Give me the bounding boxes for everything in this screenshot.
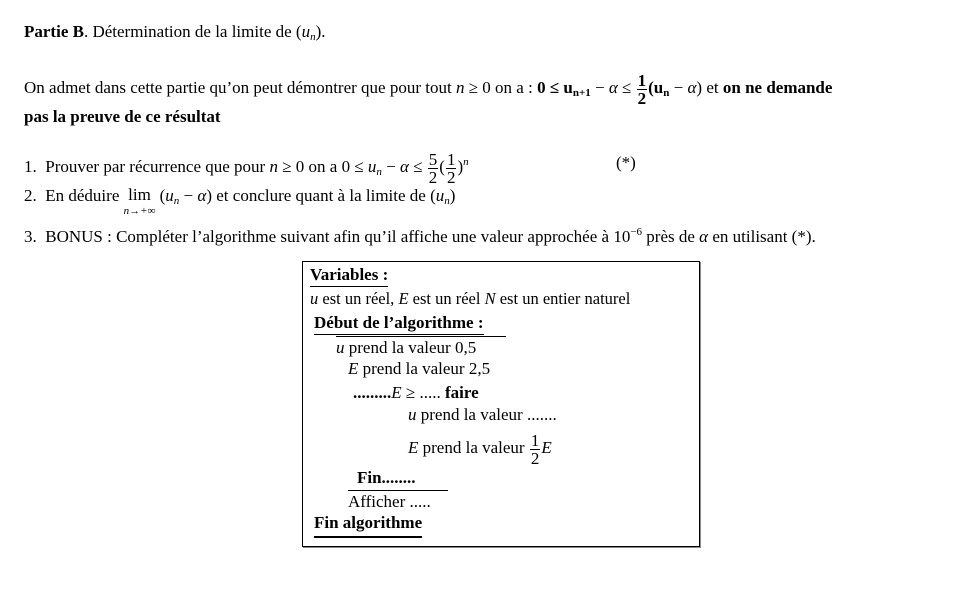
intro-ge0: ≥ 0 on a : [464, 78, 538, 97]
q2-lim-sub: n→+∞ [123, 205, 156, 217]
intro-alpha-1: α [608, 78, 618, 97]
q3-alpha: α [699, 227, 709, 246]
question-2 [24, 186, 455, 217]
q3-text: BONUS : Compléter l’algorithme suivant afin qu’il affiche une valeur approchée à 10 [45, 227, 631, 246]
algo-variables-label: Variables : [310, 265, 388, 287]
intro-line2-bold: pas la preuve de ce résultat [24, 107, 221, 126]
q1-open: ( [439, 157, 445, 176]
q2-sub: n [173, 195, 180, 207]
algo-u: u [336, 338, 345, 357]
intro-minus: − [590, 78, 609, 97]
algorithm-box [302, 261, 700, 547]
intro-paren-close: ) [696, 78, 703, 97]
intro-n: n [455, 78, 465, 97]
q2-lim: lim [128, 185, 151, 204]
section-title-text: . Détermination de la limite de [83, 22, 296, 41]
intro-sub-n: n [663, 87, 670, 99]
algo-inner-u-var: u [408, 405, 417, 424]
algo-while-dots: ......... [353, 383, 392, 402]
algo-inner-u-rest: prend la valeur ....... [416, 405, 557, 424]
q2-alpha: α [197, 186, 207, 205]
q2-minus: − [179, 186, 198, 205]
algo-afficher-label: Afficher ..... [348, 492, 431, 511]
algo-var-rest1: est un réel, [318, 289, 399, 308]
algo-var-u: u [310, 289, 319, 308]
algo-inner-E2: E [541, 438, 552, 457]
q1-sub: n [376, 166, 382, 178]
q2-u: u [165, 186, 174, 205]
algo-while-E: E [391, 383, 402, 402]
algo-fin [314, 513, 422, 538]
q1-frac-1-2 [446, 151, 457, 186]
section-title-bold: Partie B [24, 22, 84, 41]
algo-inner-u [408, 405, 557, 425]
intro-sub-n1: n+1 [572, 87, 591, 99]
q1-num: 1. [24, 157, 37, 176]
q3-end: en utilisant (*). [708, 227, 816, 246]
algo-u-rest: prend la valeur 0,5 [344, 338, 477, 357]
q1-f2-den: 2 [446, 167, 456, 187]
algo-fin-loop-label: Fin........ [357, 468, 416, 487]
algo-fin-label: Fin algorithme [314, 513, 422, 538]
q1-frac-5-2 [428, 151, 439, 186]
q1-f1-den: 2 [428, 167, 438, 187]
intro-line-2 [24, 107, 221, 127]
q2-close: ) [206, 186, 212, 205]
algo-E: E [348, 359, 359, 378]
algo-var-E: E [398, 289, 409, 308]
algo-inner-E-rest: prend la valeur [418, 438, 529, 457]
algo-inner-frac [530, 432, 541, 467]
seq-sub: n [310, 31, 316, 43]
algo-line-u [336, 336, 506, 358]
q1-f2-num: 1 [446, 149, 456, 169]
q2-num: 2. [24, 186, 37, 205]
q3-num: 3. [24, 227, 37, 246]
q2-u2: u [435, 186, 445, 205]
algo-variables-title [310, 265, 388, 287]
intro-ineq-start: 0 ≤ u [537, 78, 573, 97]
question-3 [24, 226, 816, 247]
intro-frac-den: 2 [637, 88, 647, 108]
q2-text: En déduire [45, 186, 124, 205]
intro-frac-num: 1 [637, 70, 647, 90]
algo-debut-label: Début de l’algorithme : [314, 313, 484, 335]
q1-ge0: ≥ 0 on a 0 ≤ [277, 157, 368, 176]
q2-rest: et conclure quant à la limite de ( [212, 186, 436, 205]
q2-limit [124, 186, 156, 217]
q2-sub2: n [444, 195, 450, 207]
algo-var-rest2: est un réel [408, 289, 485, 308]
q1-f1-num: 5 [428, 149, 438, 169]
algo-while [353, 383, 479, 403]
intro-le: ≤ [617, 78, 636, 97]
algo-fin-loop [357, 468, 416, 488]
intro-paren-minus: − [669, 78, 688, 97]
q1-u: u [367, 157, 377, 176]
q2-end: ) [449, 186, 456, 205]
algo-var-N: N [484, 289, 496, 308]
algo-inner-E [408, 426, 552, 470]
seq-var: u [301, 22, 311, 41]
intro-paren-u: (u [648, 78, 664, 97]
q3-rest: près de [642, 227, 700, 246]
algo-inner-frac-num: 1 [530, 430, 540, 450]
q1-n: n [269, 157, 278, 176]
algo-while-ge: ≥ ..... [401, 383, 445, 402]
intro-bold-end: on ne demande [722, 78, 833, 97]
algo-debut [314, 313, 484, 335]
algo-inner-frac-den: 2 [530, 448, 540, 468]
section-title: Partie B. Détermination de la limite de $(u_n)$. [24, 22, 326, 43]
algo-var-line [310, 289, 630, 309]
q2-open: ( [155, 186, 166, 205]
algo-afficher [348, 490, 448, 512]
algo-inner-E-var: E [408, 438, 419, 457]
intro-fraction [637, 72, 648, 107]
q1-exp: n [463, 156, 469, 168]
intro-et: et [702, 78, 723, 97]
algo-var-rest3: est un entier naturel [495, 289, 631, 308]
intro-alpha-2: α [687, 78, 697, 97]
q3-exp: −6 [630, 226, 643, 238]
q1-tag: (*) [616, 153, 636, 172]
q1-minus: − [381, 157, 401, 176]
algo-E-rest: prend la valeur 2,5 [358, 359, 491, 378]
q1-le: ≤ [408, 157, 427, 176]
intro-text: On admet dans cette partie qu’on peut démontrer que pour tout [24, 78, 456, 97]
q1-alpha: α [400, 157, 409, 176]
algo-while-faire: faire [444, 383, 479, 402]
q1-text: Prouver par récurrence que pour [45, 157, 270, 176]
algo-line-E [348, 359, 490, 379]
q1-close: ) [457, 157, 464, 176]
title-period: . [321, 22, 326, 41]
